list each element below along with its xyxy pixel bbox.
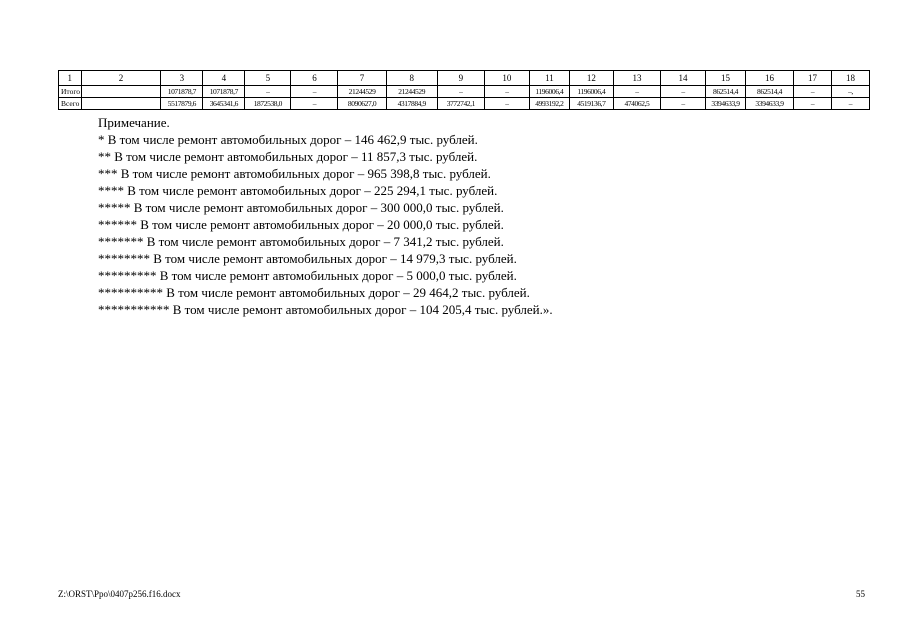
table-cell: –: [484, 98, 529, 110]
note-item: ** В том числе ремонт автомобильных дорог – 11 857,3 тыс. рублей.: [98, 149, 478, 164]
header-cell: 8: [386, 71, 437, 86]
table-cell: 3772742,1: [437, 98, 484, 110]
header-cell: 13: [613, 71, 660, 86]
table-cell: 1872538,0: [245, 98, 291, 110]
header-cell: 1: [59, 71, 82, 86]
table-cell: 862514,4: [745, 86, 793, 98]
header-cell: 4: [203, 71, 245, 86]
table-cell: 1071878,7: [161, 86, 203, 98]
table-cell: 3394633,9: [706, 98, 746, 110]
header-cell: 12: [569, 71, 613, 86]
header-cell: 14: [660, 71, 705, 86]
table-cell: –: [484, 86, 529, 98]
table-cell: –,: [831, 86, 869, 98]
table-cell: –: [437, 86, 484, 98]
table-cell: 21244529: [386, 86, 437, 98]
table-cell: 862514,4: [706, 86, 746, 98]
table-cell: 21244529: [338, 86, 386, 98]
row-label-cell: Всего: [59, 98, 82, 110]
table-row: [59, 86, 870, 98]
header-cell: 3: [161, 71, 203, 86]
notes-section: [98, 114, 553, 318]
note-item: ***** В том числе ремонт автомобильных дорог – 300 000,0 тыс. рублей.: [98, 200, 504, 215]
table-cell: 8090627,0: [338, 98, 386, 110]
row-label-cell: Итого: [59, 86, 82, 98]
note-item: *********** В том числе ремонт автомобильных дорог – 104 205,4 тыс. рублей.».: [98, 302, 553, 317]
table-cell: –: [291, 86, 338, 98]
table-cell: 3645341,6: [203, 98, 245, 110]
header-cell: 9: [437, 71, 484, 86]
footer-file-path: Z:\ORST\Ppo\0407p256.f16.docx: [58, 589, 181, 599]
note-item: ********** В том числе ремонт автомобильных дорог – 29 464,2 тыс. рублей.: [98, 285, 530, 300]
header-cell: 17: [794, 71, 832, 86]
note-item: ****** В том числе ремонт автомобильных дорог – 20 000,0 тыс. рублей.: [98, 217, 504, 232]
notes-title: Примечание.: [98, 115, 170, 130]
table-header-row: [59, 71, 870, 86]
header-cell: 7: [338, 71, 386, 86]
budget-table: [58, 70, 870, 110]
header-cell: 15: [706, 71, 746, 86]
table-cell: –: [660, 86, 705, 98]
footer-page-number: 55: [856, 589, 865, 599]
table-cell: 1196006,4: [529, 86, 569, 98]
table-cell: 474062,5: [613, 98, 660, 110]
note-item: ******** В том числе ремонт автомобильных дорог – 14 979,3 тыс. рублей.: [98, 251, 517, 266]
note-item: * В том числе ремонт автомобильных дорог – 146 462,9 тыс. рублей.: [98, 132, 478, 147]
note-item: **** В том числе ремонт автомобильных дорог – 225 294,1 тыс. рублей.: [98, 183, 498, 198]
table-cell: 4993192,2: [529, 98, 569, 110]
header-cell: 2: [81, 71, 161, 86]
header-cell: 5: [245, 71, 291, 86]
table-cell: –: [831, 98, 869, 110]
header-cell: 11: [529, 71, 569, 86]
note-item: ********* В том числе ремонт автомобильных дорог – 5 000,0 тыс. рублей.: [98, 268, 517, 283]
note-item: ******* В том числе ремонт автомобильных дорог – 7 341,2 тыс. рублей.: [98, 234, 504, 249]
notes-list: [98, 131, 553, 318]
table-cell: 5517879,6: [161, 98, 203, 110]
table-cell: –: [291, 98, 338, 110]
note-item: *** В том числе ремонт автомобильных дорог – 965 398,8 тыс. рублей.: [98, 166, 491, 181]
table-cell: –: [794, 86, 832, 98]
table-cell: 4317884,9: [386, 98, 437, 110]
table-cell: [81, 98, 161, 110]
header-cell: 10: [484, 71, 529, 86]
table-cell: –: [613, 86, 660, 98]
header-cell: 16: [745, 71, 793, 86]
table-cell: 3394633,9: [745, 98, 793, 110]
header-cell: 18: [831, 71, 869, 86]
table-cell: [81, 86, 161, 98]
table-cell: –: [245, 86, 291, 98]
table-cell: 1196006,4: [569, 86, 613, 98]
table-cell: –: [660, 98, 705, 110]
table-cell: –: [794, 98, 832, 110]
header-cell: 6: [291, 71, 338, 86]
table-cell: 1071878,7: [203, 86, 245, 98]
table-row: [59, 98, 870, 110]
table-cell: 4519136,7: [569, 98, 613, 110]
